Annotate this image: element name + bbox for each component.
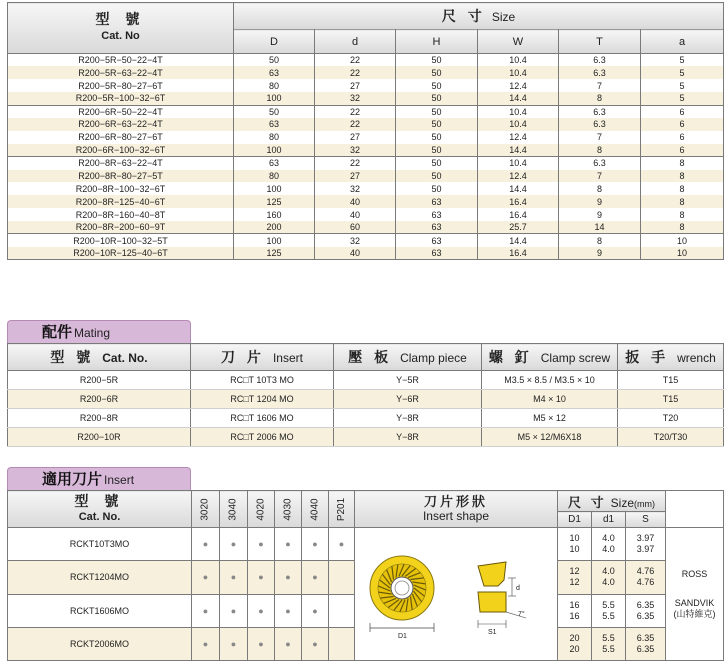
size-cell: 32 — [315, 234, 396, 247]
insert-size-cell — [626, 627, 666, 660]
size-value: 5.5 — [602, 610, 615, 621]
col-header: H — [396, 30, 478, 54]
clamp-screw-cell: M4 × 10 — [482, 390, 618, 409]
cat-no-cell: R200−5R−63−22−4T — [8, 66, 234, 79]
size-cell: 40 — [315, 208, 396, 221]
size-col-header: S — [626, 512, 666, 528]
cat-no-cell: R200−8R−125−40−6T — [8, 195, 234, 208]
insert-rows — [8, 528, 724, 661]
insert-size-header: 尺 寸 Size(mm) — [558, 491, 666, 512]
size-value: 4.0 — [602, 533, 615, 544]
size-cell: 100 — [234, 234, 315, 247]
mating-header-insert: 刀 片 Insert — [191, 344, 334, 371]
grade-header: P201 — [329, 491, 355, 528]
size-cell: 27 — [315, 79, 396, 92]
size-cell: 50 — [396, 157, 478, 170]
insert-table — [7, 490, 724, 661]
size-cell: 14.4 — [478, 92, 559, 105]
size-cell: 100 — [234, 182, 315, 195]
size-cell: 50 — [234, 105, 315, 118]
grade-availability-cell — [248, 561, 275, 594]
table-row — [8, 182, 724, 195]
mating-header-cat: 型 號 Cat. No. — [8, 344, 191, 371]
col-header: a — [641, 30, 724, 54]
cutter-body-size-table — [7, 2, 724, 260]
grade-header: 4040 — [302, 491, 329, 528]
insert-size-cell — [558, 528, 592, 561]
wrench-cell: T20/T30 — [618, 428, 724, 447]
size-header: 尺 寸 Size — [234, 3, 724, 30]
d1-label: D1 — [398, 633, 407, 640]
insert-size-cell — [592, 561, 626, 594]
insert-cat-header: 型 號 Cat. No. — [8, 491, 192, 528]
size-cell: 14.4 — [478, 144, 559, 157]
size-value: 6.35 — [636, 643, 655, 654]
size-cell: 22 — [315, 54, 396, 67]
grade-availability-cell — [329, 528, 355, 561]
size-cell: 6.3 — [559, 118, 641, 131]
mating-header-wrench: 扳 手 wrench — [618, 344, 724, 371]
col-header: W — [478, 30, 559, 54]
size-cell: 6.3 — [559, 157, 641, 170]
insert-size-cell — [626, 528, 666, 561]
cat-no-cell: R200−10R−100−32−5T — [8, 234, 234, 247]
available-dot-icon: ● — [258, 638, 264, 649]
size-cell: 9 — [559, 208, 641, 221]
size-cell: 8 — [641, 182, 724, 195]
available-dot-icon: ● — [230, 638, 237, 649]
insert-size-cell — [592, 594, 626, 627]
table-row — [8, 371, 724, 390]
available-dot-icon: ● — [230, 605, 237, 616]
table-row — [8, 247, 724, 260]
insert-size-cell — [626, 594, 666, 627]
cat-no-cell: R200−5R−80−27−6T — [8, 79, 234, 92]
insert-cat-cell: RCKT2006MO — [8, 627, 192, 660]
size-cell: 5 — [641, 79, 724, 92]
size-value: 20 — [569, 643, 580, 654]
size-cell: 10 — [641, 247, 724, 260]
cat-no-cell: R200−6R−63−22−4T — [8, 118, 234, 131]
size-cell: 8 — [559, 234, 641, 247]
size-cell: 14.4 — [478, 182, 559, 195]
size-cell: 40 — [315, 247, 396, 260]
size-cell: 6.3 — [559, 54, 641, 67]
size-cell: 10.4 — [478, 105, 559, 118]
mating-header-clamp-piece: 壓 板 Clamp piece — [334, 344, 482, 371]
insert-size-cell — [558, 561, 592, 594]
size-cell: 16.4 — [478, 247, 559, 260]
size-cell: 32 — [315, 144, 396, 157]
size-cell: 200 — [234, 221, 315, 234]
available-dot-icon: ● — [202, 638, 209, 649]
insert-size-cell — [626, 561, 666, 594]
insert-cat-cell: RCKT1606MO — [8, 594, 192, 627]
size-cell: 8 — [559, 144, 641, 157]
grade-availability-cell — [220, 627, 248, 660]
grade-availability-cell — [329, 627, 355, 660]
grade-availability-cell — [220, 594, 248, 627]
available-dot-icon: ● — [312, 572, 318, 583]
size-cell: 27 — [315, 131, 396, 144]
size-cell: 160 — [234, 208, 315, 221]
size-cell: 10 — [641, 234, 724, 247]
grade-availability-cell — [275, 627, 302, 660]
col-header: d — [315, 30, 396, 54]
grade-availability-cell — [248, 594, 275, 627]
size-cell: 8 — [559, 182, 641, 195]
table-row — [8, 79, 724, 92]
size-value: 4.0 — [602, 566, 615, 577]
clamp-screw-cell: M5 × 12/M6X18 — [482, 428, 618, 447]
cat-no-cell: R200−10R−125−40−6T — [8, 247, 234, 260]
clamp-screw-cell: M3.5 × 8.5 / M3.5 × 10 — [482, 371, 618, 390]
grade-availability-cell — [275, 561, 302, 594]
size-cell: 7 — [559, 79, 641, 92]
size-cell: 14.4 — [478, 234, 559, 247]
grade-availability-cell — [192, 594, 220, 627]
table-row — [8, 528, 724, 561]
available-dot-icon: ● — [230, 539, 237, 550]
size-cell: 63 — [396, 195, 478, 208]
insert-size-cell — [558, 594, 592, 627]
insert-shape-header: 刀片形狀 Insert shape — [355, 491, 558, 528]
size-cell: 8 — [641, 170, 724, 183]
size-cell: 80 — [234, 170, 315, 183]
cat-no-cell: R200−10R — [8, 428, 191, 447]
insert-section-tab: 適用刀片 Insert — [7, 467, 191, 490]
size-cell: 50 — [396, 118, 478, 131]
table-row — [8, 208, 724, 221]
size-value: 16 — [569, 610, 580, 621]
size-cell: 5 — [641, 66, 724, 79]
size-cell: 50 — [396, 182, 478, 195]
compatible-brands-cell — [666, 528, 724, 661]
insert-cat-cell: RCKT1204MO — [8, 561, 192, 594]
size-cell: 12.4 — [478, 131, 559, 144]
size-cell: 63 — [234, 157, 315, 170]
size-cell: 22 — [315, 157, 396, 170]
table-row — [8, 157, 724, 170]
table-row — [8, 54, 724, 67]
available-dot-icon: ● — [258, 605, 264, 616]
mating-section-tab: 配件 Mating — [7, 320, 191, 343]
grade-availability-cell — [302, 594, 329, 627]
available-dot-icon: ● — [312, 605, 318, 616]
mating-header-clamp-screw: 螺 釘 Clamp screw — [482, 344, 618, 371]
table-row — [8, 118, 724, 131]
size-cell: 5 — [641, 92, 724, 105]
brand-header-blank — [666, 491, 724, 528]
size-cell: 16.4 — [478, 208, 559, 221]
grade-availability-cell — [275, 594, 302, 627]
grade-availability-cell — [192, 561, 220, 594]
size-cell: 6 — [641, 105, 724, 118]
size-cell: 6 — [641, 131, 724, 144]
available-dot-icon: ● — [338, 539, 345, 550]
grade-availability-cell — [248, 627, 275, 660]
size-cell: 50 — [396, 131, 478, 144]
size-col-header: D1 — [558, 512, 592, 528]
size-value: 6.35 — [636, 610, 655, 621]
size-cell: 8 — [641, 157, 724, 170]
cat-no-cell: R200−6R — [8, 390, 191, 409]
cat-no-cell: R200−8R−80−27−5T — [8, 170, 234, 183]
size-value: 4.0 — [602, 577, 615, 588]
size-cell: 40 — [315, 195, 396, 208]
size-value: 6.35 — [636, 632, 655, 643]
size-cell: 7 — [559, 170, 641, 183]
available-dot-icon: ● — [285, 605, 291, 616]
size-value: 4.0 — [602, 544, 615, 555]
cat-no-cell: R200−5R−50−22−4T — [8, 54, 234, 67]
grade-availability-cell — [192, 627, 220, 660]
size-cell: 5 — [641, 54, 724, 67]
size-cell: 7 — [559, 131, 641, 144]
size-cell: 50 — [396, 92, 478, 105]
size-cell: 60 — [315, 221, 396, 234]
size-cell: 6 — [641, 118, 724, 131]
size-cell: 9 — [559, 195, 641, 208]
size-value: 4.76 — [636, 577, 655, 588]
size-cell: 100 — [234, 92, 315, 105]
size-cell: 10.4 — [478, 157, 559, 170]
available-dot-icon: ● — [258, 572, 264, 583]
clamp-piece-cell: Y−8R — [334, 428, 482, 447]
grade-availability-cell — [302, 528, 329, 561]
size-cell: 125 — [234, 247, 315, 260]
table-row — [8, 234, 724, 247]
size-cell: 63 — [396, 208, 478, 221]
size-cell: 12.4 — [478, 79, 559, 92]
insert-cell: RC□T 10T3 MO — [191, 371, 334, 390]
size-cell: 22 — [315, 105, 396, 118]
cat-no-cell: R200−8R−100−32−6T — [8, 182, 234, 195]
table-row — [8, 92, 724, 105]
size-cell: 8 — [641, 208, 724, 221]
size-cell: 25.7 — [478, 221, 559, 234]
size-value: 3.97 — [636, 533, 655, 544]
insert-size-cell — [592, 528, 626, 561]
cat-no-cell: R200−5R — [8, 371, 191, 390]
size-cell: 8 — [641, 221, 724, 234]
cat-no-cell: R200−6R−50−22−4T — [8, 105, 234, 118]
cutter-body-rows — [8, 54, 724, 260]
size-cell: 10.4 — [478, 118, 559, 131]
clamp-screw-cell: M5 × 12 — [482, 409, 618, 428]
size-col-header: d1 — [592, 512, 626, 528]
size-cell: 8 — [641, 195, 724, 208]
cat-no-cell: R200−8R — [8, 409, 191, 428]
table-row — [8, 131, 724, 144]
size-value: 5.5 — [602, 599, 615, 610]
available-dot-icon: ● — [230, 572, 237, 583]
size-value: 6.35 — [636, 599, 655, 610]
available-dot-icon: ● — [202, 605, 209, 616]
size-cell: 63 — [234, 66, 315, 79]
size-cell: 22 — [315, 118, 396, 131]
size-value: 16 — [569, 599, 580, 610]
cat-no-cell: R200−8R−200−60−9T — [8, 221, 234, 234]
cat-no-cell: R200−6R−80−27−6T — [8, 131, 234, 144]
grade-availability-cell — [248, 528, 275, 561]
grade-availability-cell — [220, 561, 248, 594]
cat-no-cell: R200−5R−100−32−6T — [8, 92, 234, 105]
grade-availability-cell — [329, 594, 355, 627]
size-cell: 50 — [396, 54, 478, 67]
grade-availability-cell — [329, 561, 355, 594]
insert-cell: RC□T 2006 MO — [191, 428, 334, 447]
available-dot-icon: ● — [258, 539, 264, 550]
size-cell: 12.4 — [478, 170, 559, 183]
size-cell: 63 — [396, 247, 478, 260]
size-value: 12 — [569, 577, 580, 588]
available-dot-icon: ● — [202, 572, 209, 583]
insert-cat-cell: RCKT10T3MO — [8, 528, 192, 561]
s1-label: S1 — [488, 629, 497, 636]
available-dot-icon: ● — [312, 638, 318, 649]
brand-ross: ROSS — [681, 568, 708, 579]
table-row — [8, 221, 724, 234]
size-value: 3.97 — [636, 544, 655, 555]
size-cell: 6.3 — [559, 66, 641, 79]
mating-rows — [8, 371, 724, 447]
table-row — [8, 144, 724, 157]
size-cell: 125 — [234, 195, 315, 208]
table-row — [8, 66, 724, 79]
size-value: 4.76 — [636, 566, 655, 577]
wrench-cell: T20 — [618, 409, 724, 428]
clamp-piece-cell: Y−8R — [334, 409, 482, 428]
insert-cell: RC□T 1606 MO — [191, 409, 334, 428]
grade-availability-cell — [302, 627, 329, 660]
small-d-label: d — [516, 585, 520, 592]
size-value: 5.5 — [602, 632, 615, 643]
round-insert-icon — [370, 556, 434, 632]
size-cell: 10.4 — [478, 54, 559, 67]
size-cell: 50 — [396, 105, 478, 118]
col-header: T — [559, 30, 641, 54]
insert-size-cell — [592, 627, 626, 660]
cat-no-cell: R200−8R−63−22−4T — [8, 157, 234, 170]
size-cell: 50 — [396, 144, 478, 157]
wrench-cell: T15 — [618, 371, 724, 390]
size-cell: 63 — [396, 234, 478, 247]
insert-shape-diagram — [356, 528, 556, 658]
brand-sandvik: SANDVIK — [674, 597, 715, 608]
available-dot-icon: ● — [285, 638, 291, 649]
size-cell: 6 — [641, 144, 724, 157]
size-value: 10 — [569, 533, 580, 544]
grade-availability-cell — [192, 528, 220, 561]
grade-header: 4020 — [248, 491, 275, 528]
table-row — [8, 409, 724, 428]
size-cell: 80 — [234, 131, 315, 144]
wrench-cell: T15 — [618, 390, 724, 409]
brand-sandvik-zh: (山特維克) — [673, 608, 716, 619]
size-cell: 9 — [559, 247, 641, 260]
size-cell: 6.3 — [559, 105, 641, 118]
available-dot-icon: ● — [202, 539, 209, 550]
size-cell: 50 — [396, 79, 478, 92]
cat-no-cell: R200−8R−160−40−8T — [8, 208, 234, 221]
available-dot-icon: ● — [285, 539, 291, 550]
available-dot-icon: ● — [285, 572, 291, 583]
table-row — [8, 428, 724, 447]
size-cell: 63 — [234, 118, 315, 131]
grade-availability-cell — [302, 561, 329, 594]
size-cell: 16.4 — [478, 195, 559, 208]
grade-header: 3040 — [220, 491, 248, 528]
clamp-piece-cell: Y−5R — [334, 371, 482, 390]
size-value: 20 — [569, 632, 580, 643]
size-cell: 22 — [315, 66, 396, 79]
size-value: 5.5 — [602, 643, 615, 654]
grade-availability-cell — [220, 528, 248, 561]
table-row — [8, 170, 724, 183]
table-row — [8, 195, 724, 208]
grade-header: 4030 — [275, 491, 302, 528]
size-cell: 27 — [315, 170, 396, 183]
size-value: 12 — [569, 566, 580, 577]
insert-cell: RC□T 1204 MO — [191, 390, 334, 409]
grade-header: 3020 — [192, 491, 220, 528]
cat-no-header: 型 號 Cat. No — [8, 3, 234, 54]
clamp-piece-cell: Y−6R — [334, 390, 482, 409]
size-value: 10 — [569, 544, 580, 555]
grade-availability-cell — [275, 528, 302, 561]
available-dot-icon: ● — [312, 539, 318, 550]
table-row — [8, 105, 724, 118]
cat-no-cell: R200−6R−100−32−6T — [8, 144, 234, 157]
size-cell: 100 — [234, 144, 315, 157]
size-cell: 50 — [396, 66, 478, 79]
table-row — [8, 390, 724, 409]
size-cell: 8 — [559, 92, 641, 105]
mating-table — [7, 343, 724, 447]
size-cell: 80 — [234, 79, 315, 92]
insert-shape-cell — [355, 528, 558, 661]
insert-section-icon — [478, 562, 526, 628]
size-cell: 50 — [234, 54, 315, 67]
size-cell: 32 — [315, 92, 396, 105]
size-cell: 10.4 — [478, 66, 559, 79]
size-cell: 63 — [396, 221, 478, 234]
col-header: D — [234, 30, 315, 54]
size-cell: 14 — [559, 221, 641, 234]
angle-label: 7° — [518, 611, 525, 618]
size-cell: 50 — [396, 170, 478, 183]
size-cell: 32 — [315, 182, 396, 195]
insert-size-cell — [558, 627, 592, 660]
